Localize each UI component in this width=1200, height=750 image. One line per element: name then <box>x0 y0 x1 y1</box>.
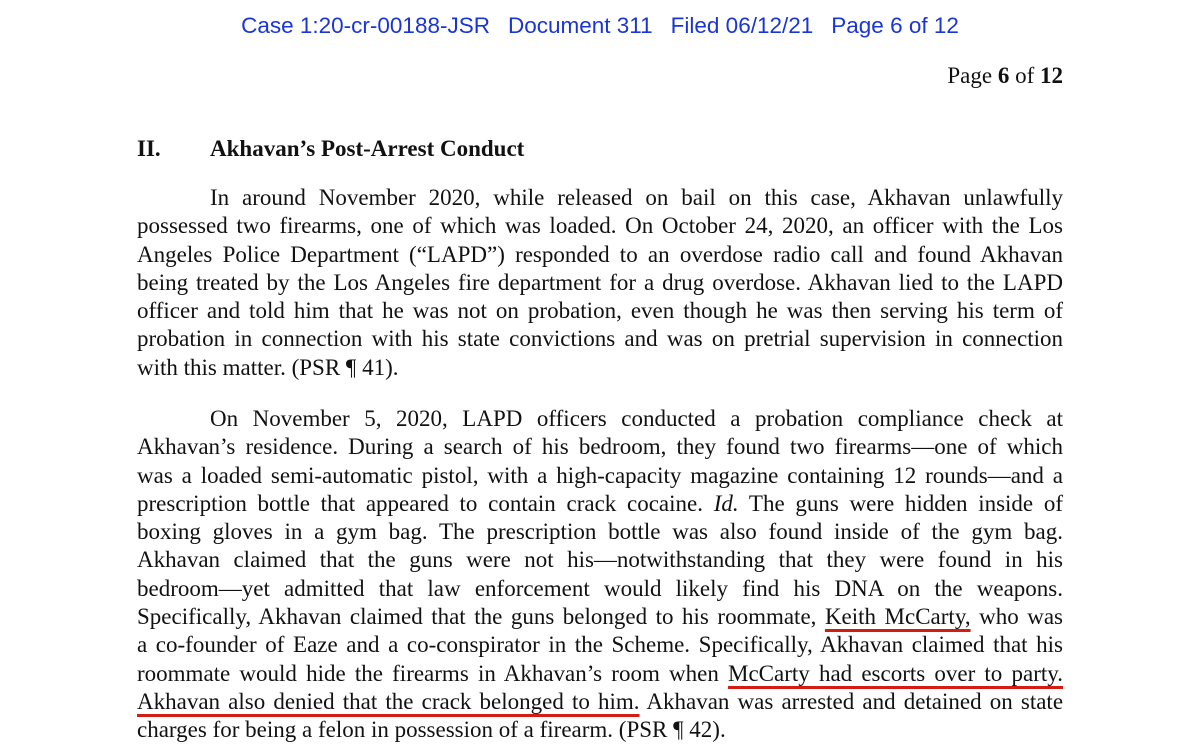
page-total: 12 <box>1040 63 1063 88</box>
paragraph-1 <box>137 184 1063 382</box>
paragraph-line: Akhavan claimed that the guns were not his—notwithstanding that they were found in his <box>137 547 1063 573</box>
paragraph-line: On November 5, 2020, LAPD officers conducted a probation compliance check at <box>210 406 1063 431</box>
paragraph-line: being treated by the Los Angeles fire department for a drug overdose. Akhavan lied to the LAPD <box>137 269 1063 295</box>
paragraph-2 <box>137 405 1063 745</box>
text-segment: who was <box>979 604 1064 630</box>
paragraph-line: boxing gloves in a gym bag. The prescription bottle was also found inside of the gym bag. <box>137 519 1063 545</box>
document-number: Document 311 <box>507 13 653 38</box>
paragraph-line <box>137 490 1063 518</box>
section-heading <box>137 136 524 162</box>
text-segment: roommate would hide the firearms in Akhavan’s room when <box>137 660 719 686</box>
paragraph-line: a co-founder of Eaze and a co-conspirator in the Scheme. Specifically, Akhavan claimed that his <box>137 632 1063 658</box>
page-label-prefix: Page <box>947 63 993 88</box>
paragraph-line: with this matter. (PSR ¶ 41). <box>137 354 399 380</box>
text-segment: Specifically, Akhavan claimed that the guns belonged to his roommate, <box>137 604 817 630</box>
text-segment: Akhavan was arrested and detained on state <box>646 688 1064 714</box>
underlined-phrase: McCarty had escorts over to party. <box>728 660 1063 686</box>
paragraph-line: In around November 2020, while released on bail on this case, Akhavan unlawfully <box>210 185 1063 210</box>
paragraph-line: bedroom—yet admitted that law enforcement would likely find his DNA on the weapons. <box>137 575 1063 601</box>
paragraph-line <box>137 603 1063 631</box>
paragraph-line: was a loaded semi-automatic pistol, with a high-capacity magazine containing 12 rounds—and a <box>137 462 1063 488</box>
section-title: Akhavan’s Post-Arrest Conduct <box>210 136 525 161</box>
underlined-sentence: Akhavan also denied that the crack belonged to him. <box>137 688 640 714</box>
paragraph-line: charges for being a felon in possession of a firearm. (PSR ¶ 42). <box>137 717 726 743</box>
page-current: 6 <box>997 63 1010 88</box>
text-segment: prescription bottle that appeared to contain crack cocaine. <box>137 490 703 516</box>
underlined-name: Keith McCarty, <box>824 604 971 630</box>
paragraph-line: probation in connection with his state convictions and was on pretrial supervision in connection <box>137 326 1063 352</box>
case-number: Case 1:20-cr-00188-JSR <box>241 13 490 38</box>
page-label <box>947 63 1063 89</box>
paragraph-line <box>137 660 1063 688</box>
page-label-of: of <box>1015 63 1035 88</box>
filed-date: Filed 06/12/21 <box>670 13 814 38</box>
paragraph-line: officer and told him that he was not on probation, even though he was then serving his term of <box>137 298 1063 324</box>
paragraph-line: possessed two firearms, one of which was loaded. On October 24, 2020, an officer with the Los <box>137 213 1063 239</box>
paragraph-line: Angeles Police Department (“LAPD”) responded to an overdose radio call and found Akhavan <box>137 241 1063 267</box>
ecf-header <box>0 13 1200 39</box>
id-citation: Id. <box>713 490 739 516</box>
text-segment: The guns were hidden inside of <box>748 490 1064 516</box>
paragraph-line <box>137 688 1063 716</box>
section-number: II. <box>137 136 161 161</box>
paragraph-line: Akhavan’s residence. During a search of his bedroom, they found two firearms—one of which <box>137 434 1063 460</box>
ecf-page-number: Page 6 of 12 <box>831 13 959 38</box>
